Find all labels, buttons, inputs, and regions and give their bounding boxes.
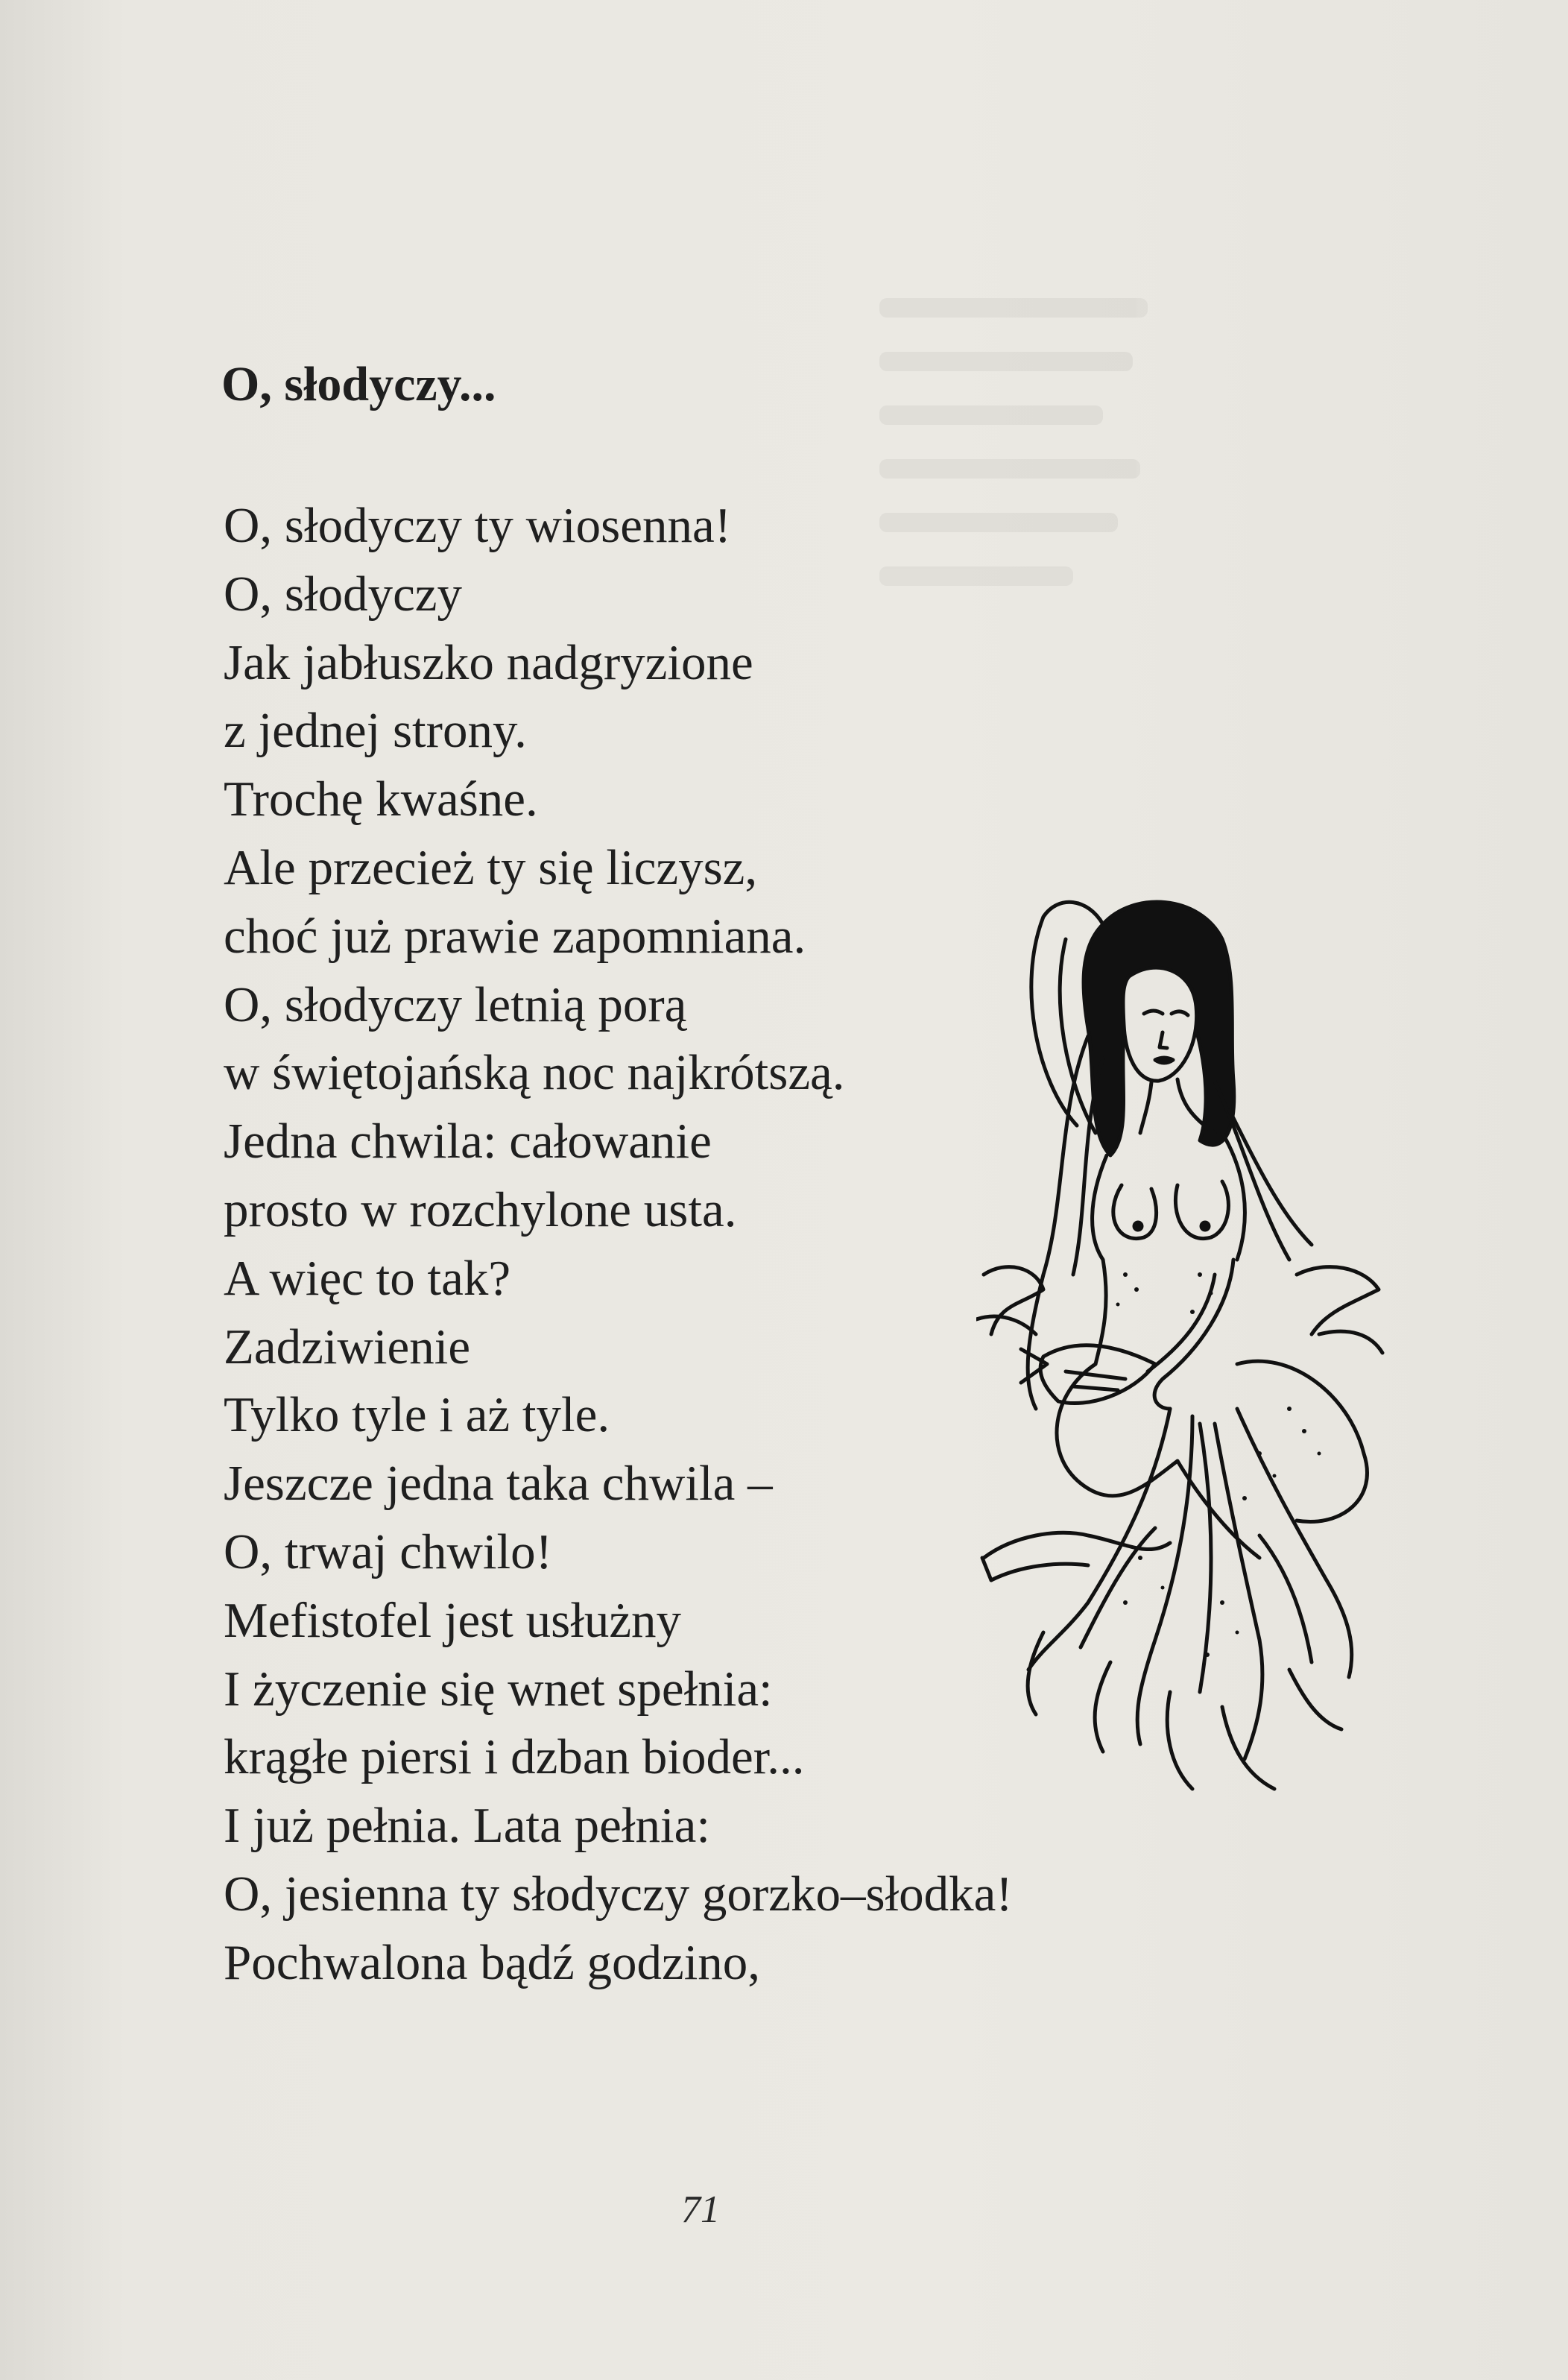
poem-line: Trochę kwaśne. — [224, 771, 538, 827]
poem-line: Jedna chwila: całowanie — [224, 1114, 712, 1170]
poem-line: prosto w rozchylone usta. — [224, 1181, 737, 1237]
poem-line: O, jesienna ty słodyczy gorzko–słodka! — [224, 1866, 1013, 1922]
poem-line: z jednej strony. — [224, 703, 527, 759]
poem-line: O, słodyczy — [224, 566, 463, 622]
poem-line: I już pełnia. Lata pełnia: — [224, 1798, 710, 1854]
poem-line: Jak jabłuszko nadgryzione — [224, 634, 753, 690]
poem-line: Tylko tyle i aż tyle. — [224, 1387, 610, 1443]
poem-line: Jeszcze jedna taka chwila – — [224, 1456, 773, 1512]
page-number: 71 — [681, 2188, 720, 2231]
mermaid-illustration-icon — [976, 887, 1416, 1826]
poem-line: w świętojańską noc najkrótszą. — [224, 1045, 845, 1101]
poem-line: Zadziwienie — [224, 1319, 471, 1374]
poem-line: Mefistofel jest usłużny — [224, 1592, 682, 1648]
poem-line: I życzenie się wnet spełnia: — [224, 1661, 773, 1717]
poem-title: O, słodyczy... — [221, 357, 496, 411]
poem-line: Ale przecież ty się liczysz, — [224, 839, 758, 895]
poem-line: O, słodyczy ty wiosenna! — [224, 498, 732, 553]
poem-line: choć już prawie zapomniana. — [224, 908, 806, 964]
poem-line: A więc to tak? — [224, 1250, 511, 1306]
poem-line: Pochwalona bądź godzino, — [224, 1934, 761, 1990]
poem-line: O, słodyczy letnią porą — [224, 976, 687, 1032]
poem-line: krągłe piersi i dzban bioder... — [224, 1729, 805, 1785]
poem-line: O, trwaj chwilo! — [224, 1524, 552, 1579]
